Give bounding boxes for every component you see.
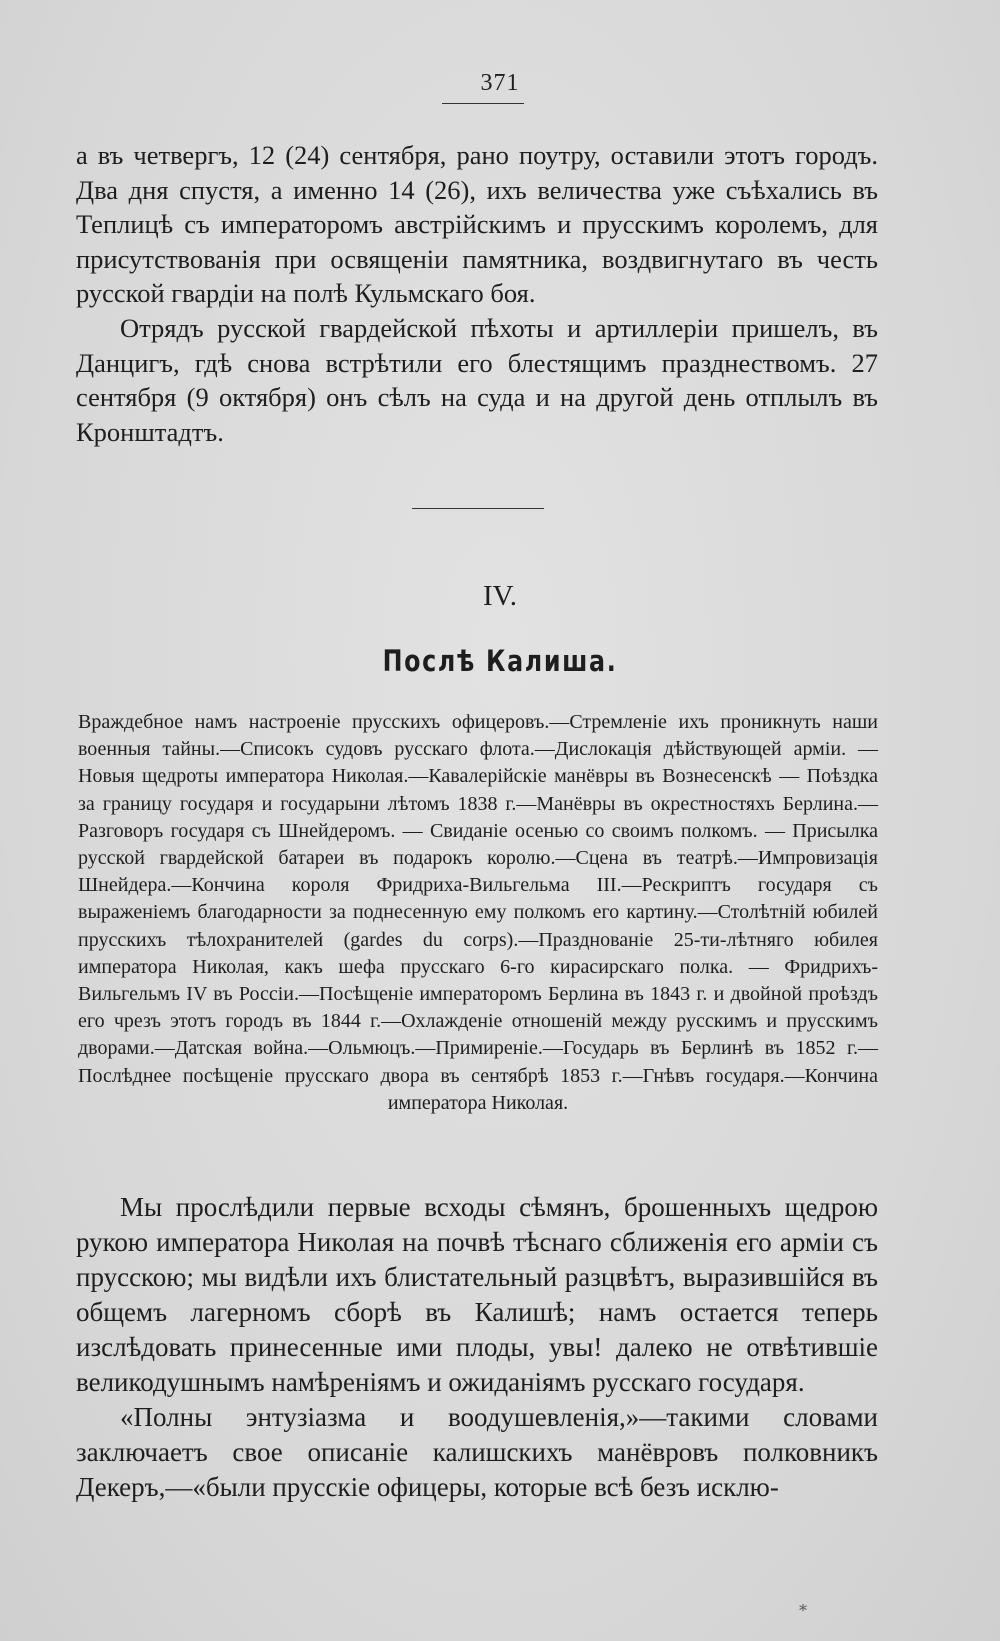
chapter-summary: Враждебное намъ настроеніе прусскихъ офицеровъ.—Стремленіе ихъ проникнуть наши военныя тайны.—Списокъ судовъ русскаго флота.—Дислокація дѣйствующей арміи. — Новыя щедроты императора Николая.—Кавалерійскіе манёвры въ Вознесенскѣ — Поѣздка за границу государя и государыни лѣтомъ 1838 г.—Манёвры въ окрестностяхъ Берлина.—Разговоръ государя съ Шнейдеромъ. — Свиданіе осенью со своимъ полкомъ. — Присылка русской гвардейской батареи въ подарокъ королю.—Сцена въ театрѣ.—Импровизація Шнейдера.—Кончина короля Фридриха-Вильгельма III.—Рескриптъ государя съ выраженіемъ благодарности за поднесенную ему полкомъ его картину.—Столѣтній юбилей прусскихъ тѣлохранителей (gardes du corps).—Празднованіе 25-ти-лѣтняго юбилея императора Николая, какъ шефа прусскаго 6-го кирасирскаго полка. — Фридрихъ-Вильгельмъ IV въ Россіи.—Посѣщеніе императоромъ Берлина въ 1843 г. и двойной проѣздъ его чрезъ этотъ городъ въ 1844 г.—Охлажденіе отношеній между русскимъ и прусскимъ дворами.—Датская война.—Ольмюцъ.—Примиреніе.—Государь въ Берлинѣ въ 1852 г.—Послѣднее посѣщеніе прусскаго двора въ сентябрѣ 1853 г.—Гнѣвъ государя.—Кончина императора Николая.	[78, 711, 878, 1114]
page-number: 371	[480, 70, 520, 96]
chapter-title: Послѣ Калиша.	[382, 644, 618, 678]
section-divider	[412, 508, 544, 509]
chapter-number: IV.	[482, 580, 518, 612]
bottom-text-block	[76, 1190, 878, 1505]
paragraph-continuation: а въ четвергъ, 12 (24) сентября, рано поутру, оставили этотъ городъ. Два дня спустя, а именно 14 (26), ихъ величества уже съѣхались въ Теплицѣ съ императоромъ австрійскимъ и прусскимъ королемъ, для присутствованія при освященіи памятника, воздвигнутаго въ честь русской гвардіи на полѣ Кульмскаго боя.	[76, 140, 878, 309]
paragraph-intro: Мы прослѣдили первые всходы сѣмянъ, брошенныхъ щедрою рукою императора Николая на почвѣ тѣснаго сближенія его арміи съ прусскою; мы видѣли ихъ блистательный разцвѣтъ, выразившійся въ общемъ лагерномъ сборѣ въ Калишѣ; намъ остается теперь изслѣдовать принесенные ими плоды, увы! далеко не отвѣтившіе великодушнымъ намѣреніямъ и ожиданіямъ русскаго государя.	[76, 1192, 878, 1397]
page-number-rule	[442, 103, 524, 104]
signature-mark: *	[799, 1601, 807, 1620]
top-text-block	[76, 138, 878, 449]
paragraph-detachment: Отрядъ русской гвардейской пѣхоты и артиллеріи пришелъ, въ Данцигъ, гдѣ снова встрѣтили его блестящимъ празднествомъ. 27 сентября (9 октября) онъ сѣлъ на суда и на другой день отплылъ въ Кронштадтъ.	[76, 312, 878, 447]
paragraph-quote: «Полны энтузіазма и воодушевленія,»—такими словами заключаетъ свое описаніе калишскихъ манёвровъ полковникъ Декеръ,—«были прусскіе офицеры, которые всѣ безъ исклю-	[76, 1402, 878, 1502]
